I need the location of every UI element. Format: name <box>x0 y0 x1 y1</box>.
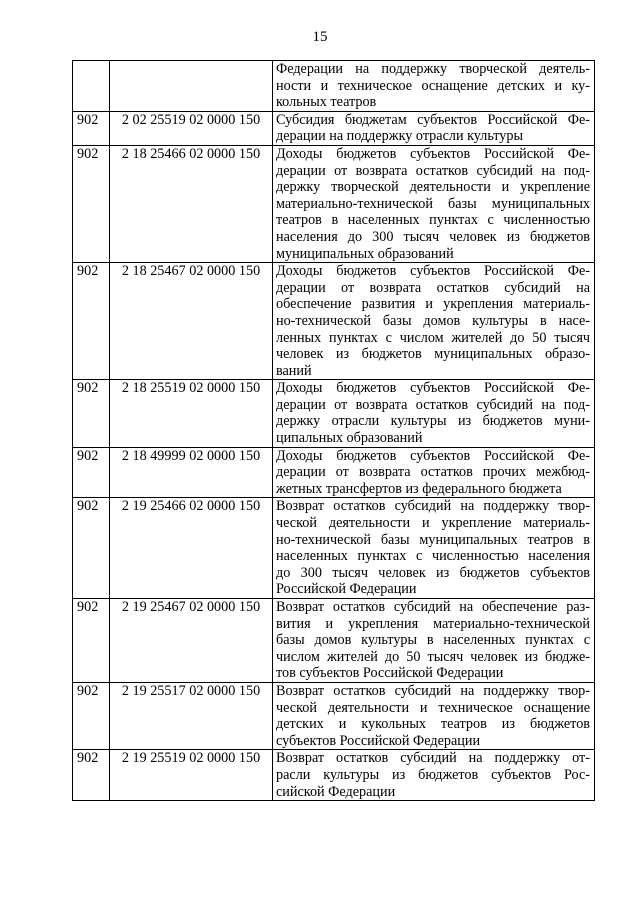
revenue-name-line: дерации на поддержку отрасли культуры <box>276 128 523 145</box>
revenue-name-line: человек из бюджетов муниципальных образо- <box>276 346 590 363</box>
revenue-name-line: муниципальных образований <box>276 245 454 262</box>
budget-classification-code-cell: 2 19 25517 02 0000 150 <box>110 682 273 749</box>
revenue-name-line: населения до 300 тысяч человек из бюджетов <box>276 228 590 245</box>
table-row <box>73 263 595 380</box>
revenue-name-line: вития и укрепления материально-технической <box>276 615 590 632</box>
budget-classification-code-cell: 2 18 49999 02 0000 150 <box>110 447 273 498</box>
table-row <box>73 447 595 498</box>
revenue-name-line: Доходы бюджетов субъектов Российской Фе- <box>276 145 590 162</box>
admin-code-cell: 902 <box>73 263 110 380</box>
table-row <box>73 750 595 801</box>
revenue-name-cell <box>273 750 595 801</box>
revenue-name-cell <box>273 498 595 599</box>
budget-classification-code-cell: 2 19 25519 02 0000 150 <box>110 750 273 801</box>
revenue-name-line: ваний <box>276 362 312 379</box>
budget-classification-code-cell: 2 18 25519 02 0000 150 <box>110 380 273 447</box>
revenue-name-line: Федерации на поддержку творческой деятель- <box>276 61 590 77</box>
budget-classification-code-cell: 2 02 25519 02 0000 150 <box>110 111 273 145</box>
revenue-name-line: Российской Федерации <box>276 581 417 598</box>
admin-code-cell: 902 <box>73 750 110 801</box>
budget-classification-code-cell: 2 19 25466 02 0000 150 <box>110 498 273 599</box>
admin-code-cell: 902 <box>73 111 110 145</box>
budget-code-table <box>72 60 595 801</box>
revenue-name-line: жетных трансфертов из федерального бюджета <box>276 480 562 497</box>
admin-code-cell: 902 <box>73 599 110 683</box>
revenue-name-line: обеспечение развития и укрепления материаль- <box>276 296 590 313</box>
budget-classification-code-cell: 2 18 25466 02 0000 150 <box>110 145 273 262</box>
admin-code-cell: 902 <box>73 145 110 262</box>
revenue-name-line: Возврат остатков субсидий на поддержку от- <box>276 750 590 767</box>
revenue-name-cell <box>273 61 595 112</box>
budget-classification-code-cell: 2 19 25467 02 0000 150 <box>110 599 273 683</box>
revenue-name-line: Доходы бюджетов субъектов Российской Фе- <box>276 447 590 464</box>
revenue-name-line: держку отрасли культуры из бюджетов муни- <box>276 413 590 430</box>
revenue-name-line: Возврат остатков субсидий на обеспечение раз- <box>276 599 590 615</box>
revenue-name-line: ципальных образований <box>276 430 423 447</box>
admin-code-cell: 902 <box>73 682 110 749</box>
revenue-name-line: Возврат остатков субсидий на поддержку твор- <box>276 498 590 515</box>
revenue-name-cell <box>273 145 595 262</box>
revenue-name-line: числом жителей до 50 тысяч человек из бюдже- <box>276 648 590 665</box>
revenue-name-cell <box>273 682 595 749</box>
table-row <box>73 61 595 112</box>
revenue-name-line: дерации от возврата остатков субсидий на под- <box>276 162 590 179</box>
revenue-name-line: материально-технической базы муниципальных <box>276 195 590 212</box>
page-number: 15 <box>312 29 328 45</box>
revenue-name-cell <box>273 111 595 145</box>
revenue-name-cell <box>273 380 595 447</box>
revenue-name-line: до 300 тысяч человек из бюджетов субъектов <box>276 564 590 581</box>
revenue-name-cell <box>273 599 595 683</box>
admin-code-cell: 902 <box>73 498 110 599</box>
revenue-name-line: дерации от возврата остатков субсидий на <box>276 279 590 296</box>
revenue-name-line: но-технической базы домов культуры в насе- <box>276 312 590 329</box>
revenue-name-line: базы домов культуры в населенных пунктах с <box>276 632 590 649</box>
revenue-name-line: дерации от возврата остатков субсидий на под- <box>276 396 590 413</box>
revenue-name-line: сийской Федерации <box>276 783 396 800</box>
table-row <box>73 111 595 145</box>
revenue-name-line: тов субъектов Российской Федерации <box>276 665 504 682</box>
revenue-name-line: ленных пунктах с числом жителей до 50 тысяч <box>276 329 590 346</box>
revenue-name-line: дерации от возврата остатков прочих межбюд- <box>276 464 590 481</box>
table-row <box>73 380 595 447</box>
admin-code-cell <box>73 61 110 112</box>
admin-code-cell: 902 <box>73 380 110 447</box>
revenue-name-line: расли культуры из бюджетов субъектов Рос- <box>276 766 590 783</box>
revenue-name-line: держку творческой деятельности и укрепление <box>276 179 590 196</box>
revenue-name-cell <box>273 263 595 380</box>
revenue-name-line: населенных пунктах с численностью населения <box>276 548 590 565</box>
revenue-name-line: субъектов Российской Федерации <box>276 732 481 749</box>
admin-code-cell: 902 <box>73 447 110 498</box>
revenue-name-line: ческой деятельности и укрепление материаль- <box>276 515 590 532</box>
revenue-name-line: театров в населенных пунктах с численностью <box>276 212 590 229</box>
revenue-name-line: Доходы бюджетов субъектов Российской Фе- <box>276 263 590 280</box>
revenue-name-line: Доходы бюджетов субъектов Российской Фе- <box>276 380 590 397</box>
budget-classification-code-cell <box>110 61 273 112</box>
revenue-name-line: Возврат остатков субсидий на поддержку твор- <box>276 682 590 699</box>
table-row <box>73 599 595 683</box>
revenue-name-cell <box>273 447 595 498</box>
revenue-name-line: ности и техническое оснащение детских и ку- <box>276 77 590 94</box>
revenue-name-line: детских и кукольных театров из бюджетов <box>276 716 590 733</box>
table-row <box>73 682 595 749</box>
revenue-name-line: Субсидия бюджетам субъектов Российской Фе- <box>276 111 590 128</box>
revenue-name-line: но-технической базы муниципальных театров в <box>276 531 590 548</box>
budget-classification-code-cell: 2 18 25467 02 0000 150 <box>110 263 273 380</box>
table-row <box>73 498 595 599</box>
revenue-name-line: ческой деятельности и техническое оснащение <box>276 699 590 716</box>
revenue-name-line: кольных театров <box>276 94 377 111</box>
table-row <box>73 145 595 262</box>
